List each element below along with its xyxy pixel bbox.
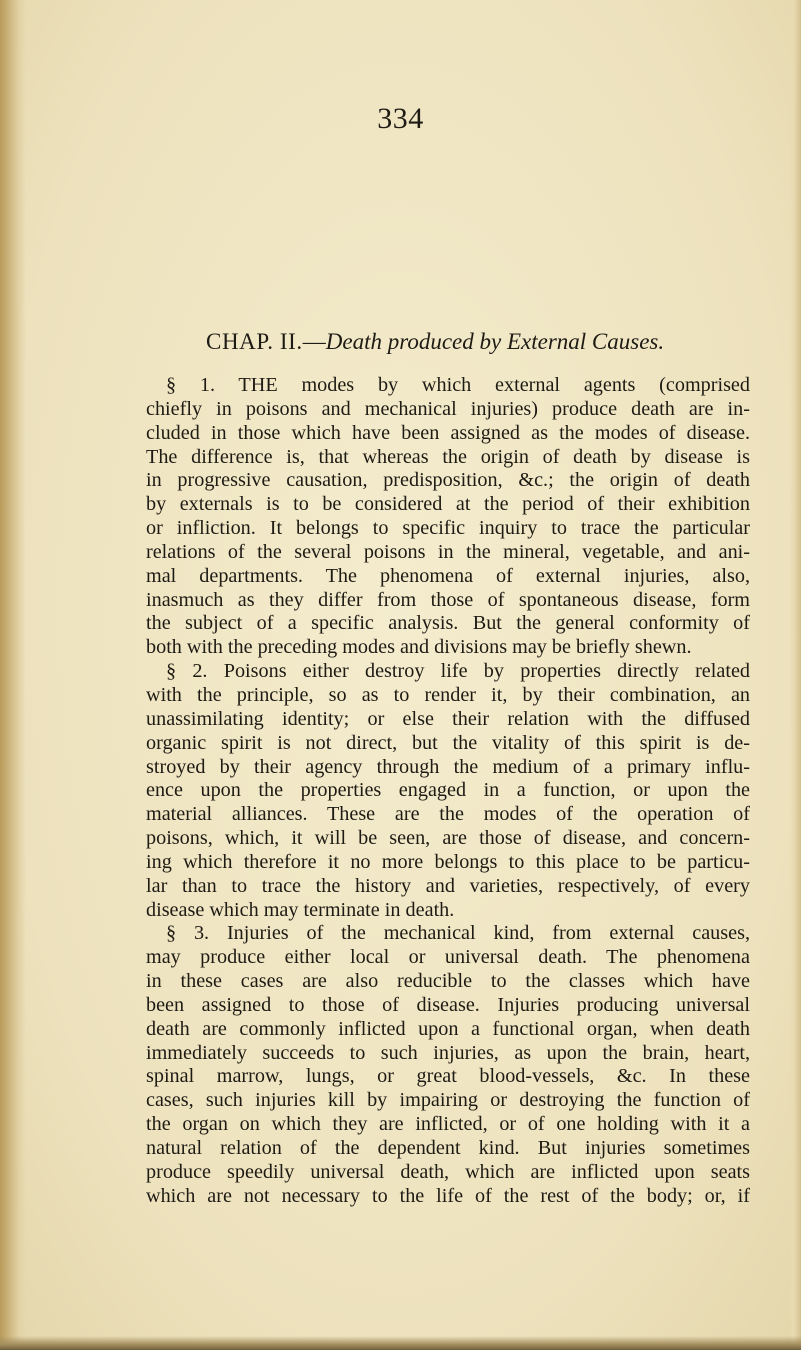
page-edge-right <box>789 0 801 1350</box>
text-line: The difference is, that whereas the origin of death by disease is <box>146 445 750 468</box>
text-line: ence upon the properties engaged in a function, or upon the <box>146 779 750 802</box>
text-line: the organ on which they are inflicted, or of one holding with it a <box>146 1113 750 1136</box>
chapter-heading <box>206 328 664 356</box>
text-line: spinal marrow, lungs, or great blood-vessels, &c. In these <box>146 1065 750 1088</box>
chapter-label: CHAP. II. <box>206 329 303 354</box>
text-line: natural relation of the dependent kind. But injuries sometimes <box>146 1137 750 1159</box>
text-line: § 1. THE modes by which external agents (comprised <box>166 374 750 396</box>
text-line: which are not necessary to the life of the rest of the body; or, if <box>146 1184 750 1207</box>
text-line: material alliances. These are the modes of the operation of <box>146 803 750 826</box>
text-line: relations of the several poisons in the mineral, vegetable, and ani- <box>146 540 750 563</box>
text-line: or infliction. It belongs to specific inquiry to trace the particular <box>146 517 750 540</box>
text-line: chiefly in poisons and mechanical injuries) produce death are in- <box>146 397 750 420</box>
text-line: by externals is to be considered at the period of their exhibition <box>146 493 750 516</box>
text-line: produce speedily universal death, which are inflicted upon seats <box>146 1160 750 1183</box>
text-line: both with the preceding modes and divisions may be briefly shewn. <box>146 636 692 659</box>
text-line: the subject of a specific analysis. But the general conformity of <box>146 612 750 635</box>
page-edge-bottom <box>0 1336 801 1350</box>
page-number: 334 <box>377 102 424 135</box>
text-line: stroyed by their agency through the medium of a primary influ- <box>146 755 750 778</box>
text-line: death are commonly inflicted upon a functional organ, when death <box>146 1017 750 1040</box>
text-line: organic spirit is not direct, but the vitality of this spirit is de- <box>146 731 750 754</box>
text-line: with the principle, so as to render it, by their combination, an <box>146 683 750 706</box>
text-line: mal departments. The phenomena of external injuries, also, <box>146 564 750 587</box>
text-line: unassimilating identity; or else their relation with the diffused <box>146 707 750 730</box>
chapter-dash: — <box>302 329 326 354</box>
text-line: disease which may terminate in death. <box>146 898 455 921</box>
text-line: immediately succeeds to such injuries, as upon the brain, heart, <box>146 1041 750 1064</box>
text-line: cluded in those which have been assigned as the modes of disease. <box>146 421 750 444</box>
text-line: in progressive causation, predisposition, &c.; the origin of death <box>146 469 750 492</box>
text-line: § 2. Poisons either destroy life by properties directly related <box>166 660 750 683</box>
text-line: § 3. Injuries of the mechanical kind, from external causes, <box>166 922 750 945</box>
text-line: in these cases are also reducible to the classes which have <box>146 970 750 993</box>
text-line: inasmuch as they differ from those of spontaneous disease, form <box>146 588 750 611</box>
text-line: may produce either local or universal death. The phenomena <box>146 946 750 969</box>
text-line: cases, such injuries kill by impairing or destroying the function of <box>146 1089 750 1112</box>
text-line: poisons, which, it will be seen, are those of disease, and concern- <box>146 827 750 850</box>
binding-shadow <box>0 0 26 1350</box>
text-line: lar than to trace the history and varieties, respectively, of every <box>146 874 750 897</box>
text-line: ing which therefore it no more belongs to this place to be particu- <box>146 850 750 873</box>
chapter-title: Death produced by External Causes. <box>325 329 665 354</box>
body-text <box>146 374 750 1209</box>
text-line: been assigned to those of disease. Injuries producing universal <box>146 993 750 1016</box>
